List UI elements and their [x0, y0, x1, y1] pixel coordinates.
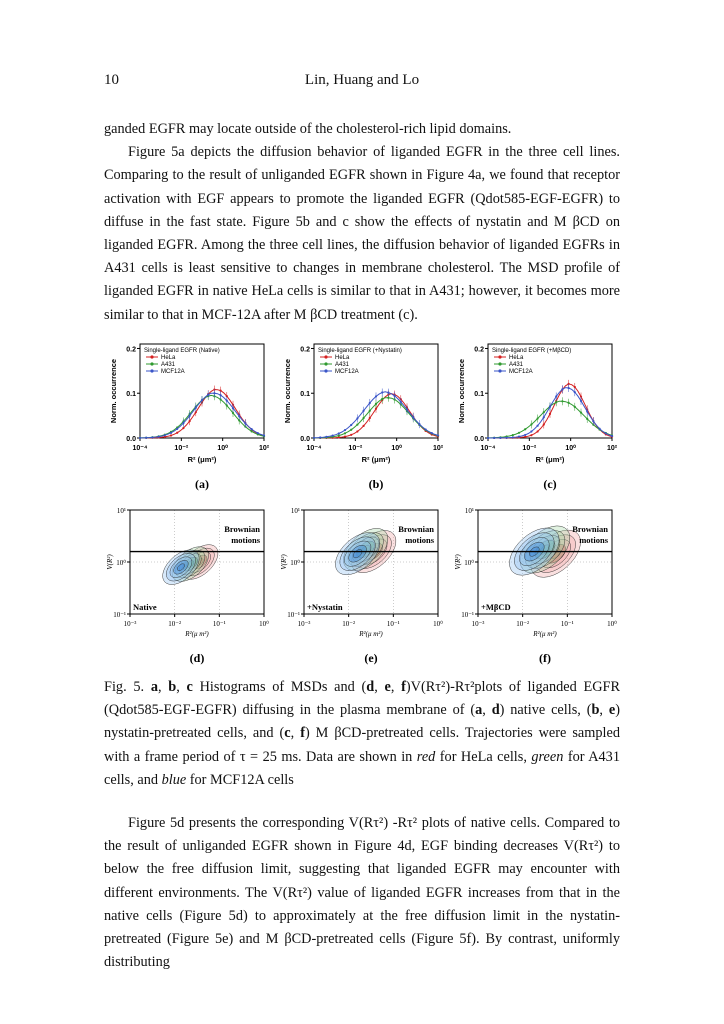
running-head: Lin, Huang and Lo	[304, 72, 420, 88]
cap-text: for HeLa cells,	[435, 748, 532, 765]
contour-panel-d	[104, 502, 274, 672]
cap-bold: c	[284, 725, 291, 742]
hist-plot	[109, 344, 270, 491]
cap-bold: f	[401, 679, 406, 695]
y-tick-label: 10⁻¹	[113, 611, 126, 619]
cap-text: for A431 cells, and	[104, 748, 620, 788]
legend-entry: MCF12A	[509, 369, 533, 375]
x-tick-label: 10⁻¹	[560, 620, 574, 628]
y-tick-label: 10¹	[464, 507, 474, 515]
condition-label: +Nystatin	[307, 602, 343, 612]
hist-title: Single-ligand EGFR (+Nystatin)	[318, 348, 402, 354]
legend-entry: A431	[335, 362, 350, 368]
x-tick-label: 10⁰	[607, 620, 617, 628]
cap-italic: blue	[161, 771, 187, 788]
legend-entry: A431	[161, 362, 176, 368]
paragraph-continuation: ganded EGFR may locate outside of the cholesterol-rich lipid domains.	[104, 121, 512, 137]
brownian-label: motions	[231, 535, 260, 545]
y-tick-label: 10¹	[290, 507, 300, 515]
y-tick-label: 0.0	[300, 436, 310, 443]
cap-text: ) M βCD-pretreated cells. Trajectories were sampled with a frame period of τ = 25 ms. Data are shown in	[104, 725, 620, 765]
x-tick-label: 10⁰	[433, 620, 443, 628]
y-axis-label: Norm. occurrence	[283, 358, 292, 424]
body-paragraphs-top	[104, 118, 620, 327]
x-axis-label: R² (μm²)	[361, 455, 391, 464]
x-axis-label: R²(μ m²)	[533, 630, 557, 638]
cap-italic: red	[416, 748, 436, 765]
cap-text: for MCF12A cells	[186, 771, 294, 788]
x-tick-label: 10⁰	[259, 620, 269, 628]
y-tick-label: 0.2	[474, 346, 484, 354]
y-axis-label: V(R²)	[106, 554, 114, 570]
x-tick-label: 10⁻²	[174, 445, 189, 452]
y-tick-label: 0.0	[474, 436, 484, 443]
legend-entry: A431	[509, 362, 524, 368]
x-axis-label: R²(μ m²)	[359, 630, 383, 638]
y-tick-label: 10⁰	[464, 559, 474, 567]
x-tick-label: 10⁻²	[516, 620, 530, 628]
y-tick-label: 10⁻¹	[287, 611, 300, 619]
y-tick-label: 0.1	[300, 391, 310, 399]
legend-marker	[150, 362, 153, 365]
x-tick-label: 10⁻²	[168, 620, 182, 628]
x-axis-label: R² (μm²)	[535, 455, 565, 464]
cap-text: )V(Rτ²)-Rτ²plots of liganded EGFR (Qdot585-EGF-EGFR) diffusing in the plasma membrane of (	[104, 679, 621, 719]
y-axis-label: Norm. occurrence	[109, 358, 118, 424]
x-tick-label: 10⁻³	[471, 620, 485, 628]
cap-bold: e	[384, 679, 391, 695]
figure-contour-row	[104, 502, 620, 672]
x-tick-label: 10⁻²	[348, 445, 363, 452]
x-tick-label: 10⁻⁴	[132, 445, 148, 452]
legend-entry: MCF12A	[161, 369, 185, 375]
legend-entry: MCF12A	[335, 369, 359, 375]
figure-caption: Fig. 5. a, b, c Histograms of MSDs and (d, e, f)V(Rτ²)-Rτ²plots of liganded EGFR (Qdot585-EGF-EGFR) diffusing in the plasma membrane of (a, d) native cells, (b, e) nystatin-pretreated cells, and (c, f) M βCD-pretreated cells. Trajectories were sampled with a frame period of τ = 25 ms. Data are shown in red for HeLa cells, green for A431 cells, and blue for MCF12A cells	[104, 679, 621, 788]
cap-bold: a	[150, 679, 158, 695]
y-tick-label: 0.2	[126, 346, 136, 354]
y-axis-label: V(R²)	[454, 554, 462, 570]
histogram-panel-a	[104, 338, 274, 498]
cap-bold: a	[475, 702, 483, 719]
x-tick-label: 10²	[258, 445, 270, 452]
x-tick-label: 10⁰	[217, 445, 228, 452]
brownian-label: Brownian	[224, 524, 260, 534]
paragraph-figure5a: Figure 5a depicts the diffusion behavior of liganded EGFR in the three cell lines. Comparing to the result of unliganded EGFR shown in Figure 4a, we found that receptor activation with EGF appears to promote the liganded EGFR (Qdot585-EGF-EGFR) to diffuse in the fast state. Figure 5b and c show the effects of nystatin and M βCD on liganded EGFR. Among the three cell lines, the diffusion behavior of liganded EGFRs in A431 cells is least sensitive to changes in membrane cholesterol. The MSD profile of liganded EGFR in native HeLa cells is similar to that in A431; however, it becomes more similar to that in MCF-12A after M βCD treatment (c).	[104, 144, 620, 323]
brownian-label: Brownian	[398, 524, 434, 534]
hist-title: Single-ligand EGFR (Native)	[144, 348, 220, 354]
contour-panel-e	[278, 502, 448, 672]
condition-label: Native	[133, 602, 157, 612]
panel-label: (b)	[368, 477, 384, 491]
cap-bold: d	[491, 702, 500, 719]
x-tick-label: 10⁻⁴	[480, 445, 496, 452]
x-tick-label: 10²	[606, 445, 618, 452]
x-tick-label: 10⁻¹	[386, 620, 400, 628]
contour-plot	[106, 507, 269, 665]
page-header	[104, 72, 620, 92]
cap-bold: e	[608, 702, 616, 719]
legend-entry: HeLa	[509, 355, 524, 361]
y-tick-label: 10⁰	[116, 559, 126, 567]
x-tick-label: 10²	[432, 445, 444, 452]
brownian-label: motions	[579, 535, 608, 545]
cap-bold: d	[366, 679, 375, 695]
x-tick-label: 10⁻⁴	[306, 445, 322, 452]
y-tick-label: 10¹	[116, 507, 126, 515]
legend-entry: HeLa	[161, 355, 176, 361]
histogram-panel-b	[278, 338, 448, 498]
page-number: 10	[104, 72, 119, 88]
x-tick-label: 10⁻³	[297, 620, 311, 628]
cap-bold: c	[186, 679, 193, 695]
figure-histogram-row	[104, 338, 620, 498]
y-tick-label: 0.1	[474, 391, 484, 399]
condition-label: +MβCD	[481, 602, 511, 612]
x-axis-label: R²(μ m²)	[185, 630, 209, 638]
legend-marker	[324, 355, 327, 358]
cap-italic: green	[531, 748, 564, 765]
y-axis-label: V(R²)	[280, 554, 288, 570]
legend-marker	[324, 362, 327, 365]
legend-marker	[150, 355, 153, 358]
y-tick-label: 0.1	[126, 391, 136, 399]
x-tick-label: 10⁻²	[342, 620, 356, 628]
x-tick-label: 10⁻²	[522, 445, 537, 452]
brownian-label: Brownian	[572, 524, 608, 534]
x-axis-label: R² (μm²)	[187, 455, 217, 464]
legend-marker	[150, 369, 153, 372]
legend-entry: HeLa	[335, 355, 350, 361]
panel-label: (a)	[195, 477, 209, 491]
cap-bold: b	[591, 702, 600, 719]
x-tick-label: 10⁰	[565, 445, 576, 452]
cap-text: ) nystatin-pretreated cells, and (	[104, 702, 620, 742]
y-axis-label: Norm. occurrence	[457, 358, 466, 424]
hist-plot	[283, 344, 444, 491]
y-tick-label: 10⁻¹	[461, 611, 474, 619]
legend-marker	[324, 369, 327, 372]
legend-marker	[498, 369, 501, 372]
x-tick-label: 10⁻³	[123, 620, 137, 628]
contour-plot	[454, 507, 617, 665]
x-tick-label: 10⁰	[391, 445, 402, 452]
y-tick-label: 10⁰	[290, 559, 300, 567]
fig-label: Fig. 5.	[104, 679, 145, 695]
cap-bold: f	[300, 725, 305, 742]
contour-plot	[280, 507, 443, 665]
cap-text: Histograms of MSDs and (	[199, 679, 367, 695]
legend-marker	[498, 362, 501, 365]
panel-label: (c)	[543, 477, 557, 491]
panel-label: (e)	[364, 651, 378, 665]
cap-bold: b	[168, 679, 177, 695]
series-line	[314, 398, 438, 438]
panel-label: (d)	[189, 651, 205, 665]
contour-panel-f	[452, 502, 622, 672]
legend-marker	[498, 355, 501, 358]
panel-label: (f)	[539, 651, 551, 665]
y-tick-label: 0.2	[300, 346, 310, 354]
series-line	[140, 393, 264, 438]
paragraph-figure5d: Figure 5d presents the corresponding V(Rτ²) -Rτ² plots of native cells. Compared to the result of unliganded EGFR shown in Figure 4d, EGF binding decreases V(Rτ²) to below the free diffusion limit, suggesting that liganded EGFR may encounter with different environments. The V(Rτ²) value of liganded EGFR increases from that in the native cells (Figure 5d) to approximately at the free diffusion limit in the nystatin-pretreated (Figure 5e) and M βCD-pretreated cells (Figure 5f). By contrast, uniformly distributing	[104, 815, 620, 971]
hist-plot	[457, 344, 618, 491]
x-tick-label: 10⁻¹	[212, 620, 226, 628]
cap-text: ) native cells, (	[499, 702, 592, 719]
y-tick-label: 0.0	[126, 436, 136, 443]
brownian-label: motions	[405, 535, 434, 545]
histogram-panel-c	[452, 338, 622, 498]
hist-title: Single-ligand EGFR (+MβCD)	[492, 348, 572, 354]
